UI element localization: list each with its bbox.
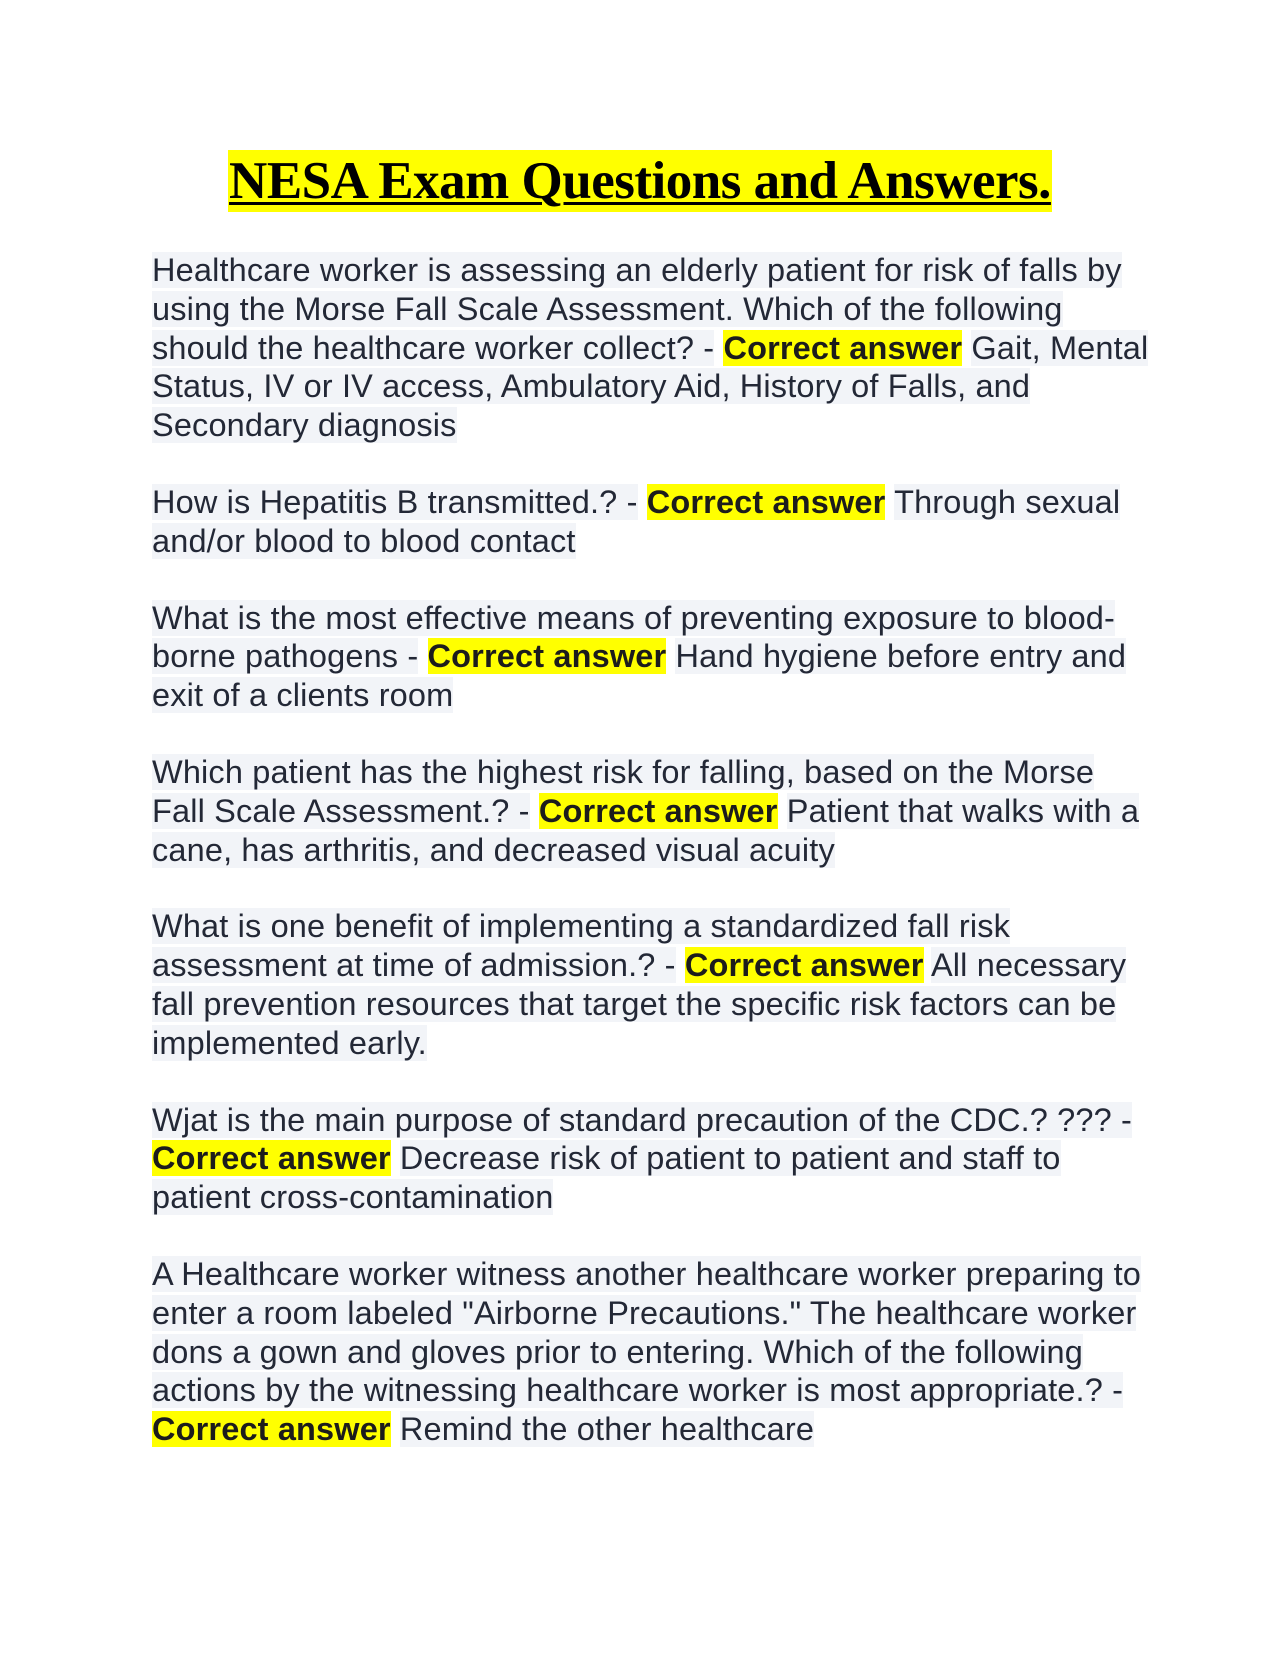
question-text: How is Hepatitis B transmitted.? - (152, 483, 638, 520)
qa-list (152, 251, 1152, 1487)
qa-item (152, 483, 1152, 561)
correct-answer-label: Correct answer (152, 1411, 391, 1448)
answer-text: Gait, Mental Status, IV or IV access, Ambulatory Aid, History of Falls, and Secondary diagnosis (152, 329, 1149, 444)
question-text: Which patient has the highest risk for falling, based on the Morse Fall Scale Assessment.? - (152, 753, 1095, 829)
qa-item (152, 907, 1152, 1062)
correct-answer-label: Correct answer (152, 1140, 391, 1177)
question-text: Wjat is the main purpose of standard precaution of the CDC.? ??? - (152, 1101, 1132, 1138)
answer-text: Patient that walks with a cane, has arthritis, and decreased visual acuity (152, 792, 1140, 868)
answer-text: Decrease risk of patient to patient and staff to patient cross-contamination (152, 1140, 1061, 1216)
answer-text: All necessary fall prevention resources that target the specific risk factors can be implemented early. (152, 947, 1127, 1061)
question-text: What is the most effective means of preventing exposure to blood-borne pathogens - (152, 599, 1115, 675)
qa-item (152, 1101, 1152, 1217)
correct-answer-label: Correct answer (684, 947, 924, 984)
qa-item (152, 599, 1152, 715)
document-title: NESA Exam Questions and Answers. (229, 152, 1051, 210)
answer-text: Hand hygiene before entry and exit of a clients room (152, 638, 1127, 714)
qa-item (152, 1255, 1152, 1449)
title-container (0, 150, 1280, 212)
correct-answer-label: Correct answer (538, 792, 778, 829)
question-text: A Healthcare worker witness another healthcare worker preparing to enter a room labeled "Airborne Precautions." The healthcare worker dons a gown and gloves prior to entering. Which of the following actions by the witnessing healthcare worker is most appropriate.? - (152, 1255, 1142, 1409)
qa-item (152, 753, 1152, 869)
question-text: Healthcare worker is assessing an elderly patient for risk of falls by using the Morse Fall Scale Assessment. Which of the following should the healthcare worker collect? - (152, 252, 1122, 366)
qa-item (152, 251, 1152, 445)
correct-answer-label: Correct answer (427, 638, 667, 675)
answer-text: Through sexual and/or blood to blood contact (152, 483, 1121, 559)
answer-text: Remind the other healthcare (399, 1411, 815, 1448)
correct-answer-label: Correct answer (723, 329, 963, 366)
correct-answer-label: Correct answer (646, 483, 886, 520)
question-text: What is one benefit of implementing a standardized fall risk assessment at time of admission.? - (152, 908, 1011, 984)
